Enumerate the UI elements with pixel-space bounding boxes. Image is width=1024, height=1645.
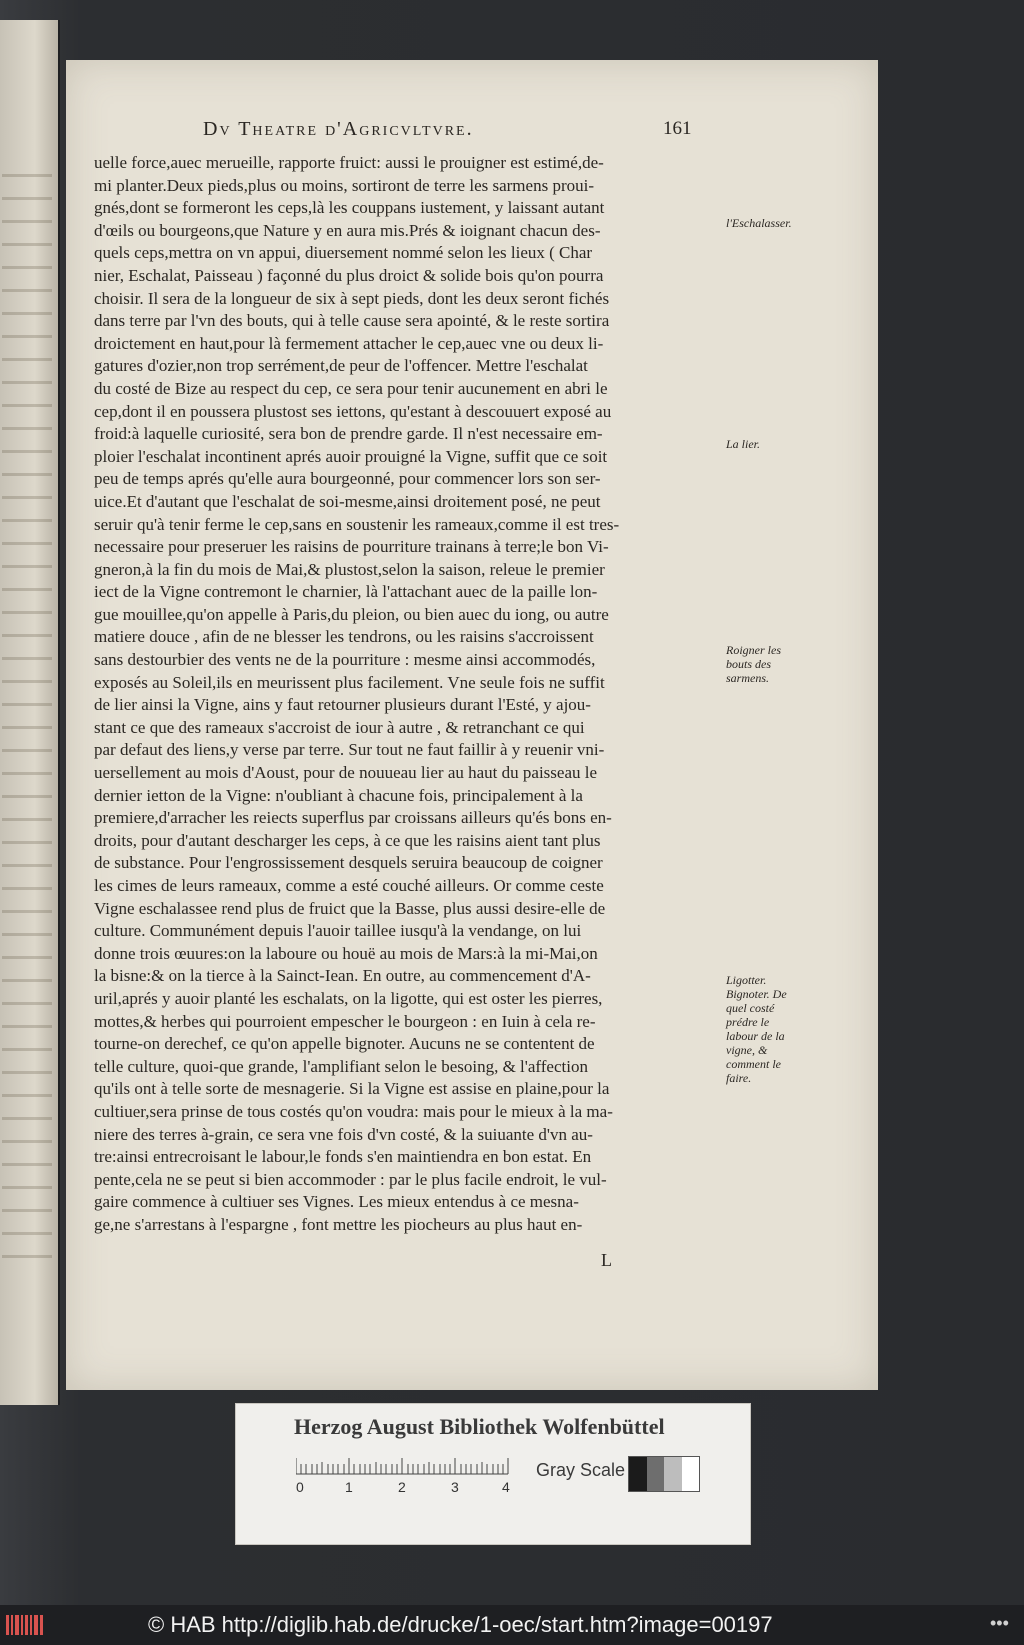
footer-bar: [0, 1605, 1024, 1645]
text-line: mi planter.Deux pieds,plus ou moins, sortiront de terre les sarmens proui-: [94, 175, 594, 195]
page-number: 161: [663, 118, 692, 139]
text-line: premiere,d'arracher les reiects superflus par croissans ailleurs qu'és bons en-: [94, 808, 612, 828]
text-line: tre:ainsi entrecroisant le labour,le fonds s'en maintiendra en bon estat. En: [94, 1147, 592, 1167]
text-line: gue mouillee,qu'on appelle à Paris,du pleion, ou bien auec du iong, ou autre: [94, 604, 609, 624]
text-line: gatures d'ozier,non trop serrément,de peur de l'offencer. Mettre l'eschalat: [94, 356, 588, 376]
barcode-icon: [6, 1613, 46, 1637]
text-line: choisir. Il sera de la longueur de six à sept pieds, dont les deux seront fichés: [94, 288, 610, 308]
text-line: droictement en haut,pour là fermement attacher le cep,auec vne ou deux li-: [94, 333, 604, 353]
library-name: Herzog August Bibliothek Wolfenbüttel: [294, 1414, 665, 1439]
text-line: qu'ils ont à telle sorte de mesnagerie. Si la Vigne est assise en plaine,pour la: [94, 1079, 610, 1099]
body-text: [94, 152, 694, 1237]
text-line: par defaut des liens,y verse par terre. Sur tout ne faut faillir à y reuenir vni-: [94, 740, 605, 760]
text-line: gaire commence à cultiuer ses Vignes. Les mieux entendus à ce mesna-: [94, 1192, 579, 1212]
margin-note: Roigner les bouts des sarmens.: [726, 643, 781, 685]
text-line: de lier ainsi la Vigne, ains y faut retourner plusieurs durant l'Esté, y ajou-: [94, 695, 591, 715]
text-line: mottes,& herbes qui pourroient empescher le bourgeon : en Iuin à cela re-: [94, 1011, 596, 1031]
scale-number: 1: [345, 1479, 353, 1494]
text-line: cultiuer,sera prinse de tous costés qu'on voudra: mais pour le mieux à la ma-: [94, 1101, 613, 1121]
text-line: froid:à laquelle curiosité, sera bon de prendre garde. Il n'est necessaire em-: [94, 424, 603, 444]
margin-note: l'Eschalasser.: [726, 216, 792, 230]
scale-number: 3: [451, 1479, 459, 1494]
text-line: necessaire pour preseruer les raisins de pourriture trainans à terre;le bon Vi-: [94, 537, 609, 557]
text-line: gnés,dont se formeront les ceps,là les couppans iustement, y laissant autant: [94, 198, 605, 218]
signature-mark: L: [601, 1250, 612, 1270]
text-line: iect de la Vigne contremont le charnier, là l'attachant auec de la paille lon-: [94, 582, 598, 602]
text-line: droits, pour d'autant descharger les ceps, à ce que les raisins aient tant plus: [94, 830, 601, 850]
text-line: uice.Et d'autant que l'eschalat de soi-mesme,ainsi droitement posé, ne peut: [94, 491, 601, 511]
previous-page-edge: [0, 20, 60, 1405]
text-line: dans terre par l'vn des bouts, qui à telle cause sera apointé, & le reste sortira: [94, 311, 610, 331]
text-line: ploier l'eschalat incontinent aprés auoir prouigné la Vigne, suffit que ce soit: [94, 446, 608, 466]
ruler-scale: [296, 1454, 516, 1494]
text-line: dernier ietton de la Vigne: n'oubliant à chacune fois, principalement à la: [94, 785, 583, 805]
text-line: uersellement au mois d'Aoust, pour de nouueau lier au haut du paisseau le: [94, 763, 598, 783]
text-line: pente,cela ne se peut si bien accommoder : par le plus facile endroit, le vul-: [94, 1169, 607, 1189]
text-line: cep,dont il en poussera plustost ses iettons, qu'estant à descouuert exposé au: [94, 401, 612, 421]
gray-scale-swatch: [628, 1456, 700, 1492]
text-line: de substance. Pour l'engrossissement desquels seruira beaucoup de coigner: [94, 853, 603, 873]
margin-note: La lier.: [726, 437, 761, 451]
text-line: culture. Communément depuis l'auoir taillee iusqu'à la vendange, on lui: [94, 921, 582, 941]
text-line: nier, Eschalat, Paisseau ) façonné du plus droict & solide bois qu'on pourra: [94, 265, 604, 285]
show-through-text: [2, 160, 52, 1260]
scale-number: 4: [502, 1479, 510, 1494]
text-line: uril,aprés y auoir planté les eschalats, on la ligotte, qui est oster les pierres,: [94, 988, 603, 1008]
library-logo-card: [235, 1403, 751, 1545]
text-line: quels ceps,mettra on vn appui, diuersement nommé selon les lieux ( Char: [94, 243, 593, 263]
gray-scale-label: Gray Scale: [536, 1460, 626, 1480]
text-line: gneron,à la fin du mois de Mai,& plustost,selon la saison, releue le premier: [94, 559, 605, 579]
text-line: stant ce que des rameaux s'accroist de iour à autre , & retranchant ce qui: [94, 717, 585, 737]
text-line: la bisne:& on la tierce à la Sainct-Iean. En outre, au commencement d'A-: [94, 966, 591, 986]
text-line: seruir qu'à tenir ferme le cep,sans en soustenir les rameaux,comme il est tres-: [94, 514, 620, 534]
text-line: d'œils ou bourgeons,que Nature y en aura mis.Prés & ioignant chacun des-: [94, 220, 601, 240]
text-line: donne trois œuures:on la laboure ou houë au mois de Mars:à la mi-Mai,on: [94, 943, 598, 963]
text-line: niere des terres à-grain, ce sera vne fois d'vn costé, & la suiuante d'vn au-: [94, 1124, 593, 1144]
margin-note: Ligotter. Bignoter. De quel costé prédre le labour de la vigne, & comment le faire.: [726, 973, 787, 1085]
text-line: sans destourbier des vents ne de la pourriture : mesme ainsi accommodés,: [94, 650, 596, 670]
text-line: les cimes de leurs rameaux, comme a esté couché ailleurs. Or comme ceste: [94, 876, 604, 895]
copyright-link[interactable]: © HAB http://diglib.hab.de/drucke/1-oec/start.htm?image=00197: [148, 1612, 773, 1637]
scale-number: 0: [296, 1479, 304, 1494]
more-options-icon[interactable]: •••: [990, 1613, 1009, 1633]
text-line: peu de temps aprés qu'elle aura bourgeonné, pour commencer lors son ser-: [94, 469, 601, 489]
scale-number: 2: [398, 1479, 406, 1494]
text-line: telle culture, quoi-que grande, l'amplifiant selon le besoing, & l'affection: [94, 1056, 588, 1076]
text-line: tourne-on derechef, ce qu'on appelle bignoter. Aucuns ne se contentent de: [94, 1034, 595, 1054]
text-line: du costé de Bize au respect du cep, ce sera pour tenir aucunement en abri le: [94, 378, 608, 398]
text-line: exposés au Soleil,ils en meurissent plus facilement. Vne seule fois ne suffit: [94, 672, 605, 692]
text-line: uelle force,auec merueille, rapporte fruict: aussi le prouigner est estimé,de-: [94, 153, 604, 172]
text-line: Vigne eschalassee rend plus de fruict que la Basse, plus aussi desire-elle de: [94, 898, 606, 918]
book-page: [66, 60, 878, 1390]
running-head: Dv Theatre d'Agricvltvre.: [203, 118, 474, 140]
page-header: [133, 118, 693, 146]
text-line: ge,ne s'arrestans à l'espargne , font mettre les piocheurs au plus haut en-: [94, 1214, 583, 1234]
text-line: matiere douce , afin de ne blesser les tendrons, ou les raisins s'accroissent: [94, 627, 594, 647]
